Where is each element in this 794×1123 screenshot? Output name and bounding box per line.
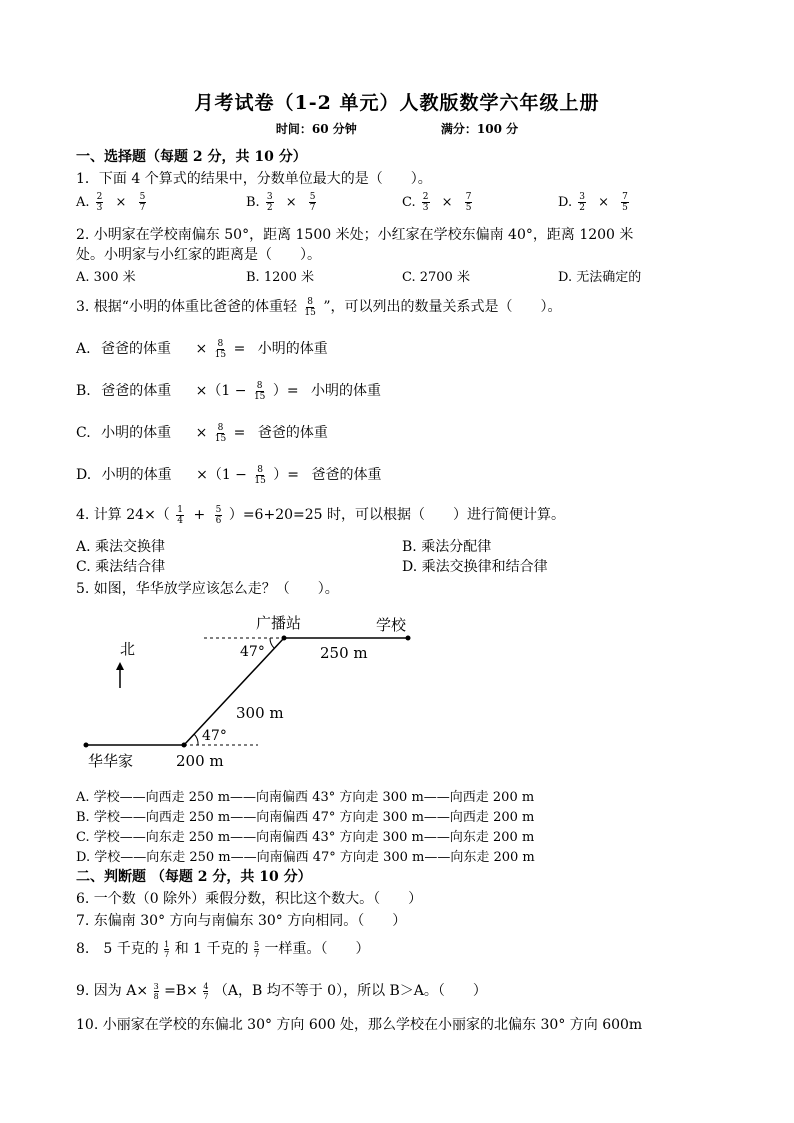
q4-option-c: C. 乘法结合律 — [76, 559, 166, 575]
exam-time: 时间：60 分钟 — [275, 122, 357, 136]
exam-meta — [0, 120, 794, 137]
question-7: 7. 东偏南 30° 方向与南偏东 30° 方向相同。（ ） — [76, 913, 407, 929]
fraction: $\frac{3}{8}$ — [153, 981, 159, 1001]
q5-option-b: B. 学校——向西走 250 m——向南偏西 47° 方向走 300 m——向西走 200 m — [76, 810, 535, 825]
school-point — [406, 636, 411, 641]
angle-arc-bottom — [194, 734, 198, 745]
exam-score: 满分：100 分 — [440, 122, 519, 136]
fraction: $\frac{3}{2}$ — [579, 192, 585, 213]
north-arrowhead-icon — [116, 662, 124, 670]
q2-option-a: A. 300 米 — [76, 270, 136, 285]
question-4: 4. 计算 24×（ $\frac{1}{4}$ + $\frac{5}{6}$ ）=6+20=25 时，可以根据（ ）进行简便计算。 — [76, 504, 566, 526]
question-3: 3. 根据“小明的体重比爸爸的体重轻 $\frac{8}{15}$ ”，可以列出的数量关系式是（ ）。 — [76, 296, 562, 318]
fraction: $\frac{5}{7}$ — [253, 939, 260, 959]
school-label: 学校 — [376, 616, 407, 634]
q1-option-a: A. $\frac{2}{3}$ × $\frac{5}{7}$ — [76, 192, 146, 213]
fraction: $\frac{2}{3}$ — [422, 192, 429, 213]
question-8: 8. 5 千克的 $\frac{1}{7}$ 和 1 千克的 $\frac{5}{7}$ 一样重。（ ） — [76, 939, 370, 959]
fraction: $\frac{8}{15}$ — [214, 338, 227, 360]
fraction: $\frac{4}{7}$ — [203, 981, 209, 1001]
q5-option-d: D. 学校——向东走 250 m——向南偏西 47° 方向走 300 m——向东走 200 m — [76, 850, 535, 865]
angle-bottom-label: 47° — [202, 728, 227, 744]
q1-option-b: B. $\frac{3}{2}$ × $\frac{5}{7}$ — [246, 192, 316, 213]
question-2-line-1: 2. 小明家在学校南偏东 50°，距离 1500 米处；小红家在学校东偏南 40°，距离 1200 米 — [76, 227, 634, 243]
q1-option-c: C. $\frac{2}{3}$ × $\frac{7}{5}$ — [402, 192, 472, 213]
home-label: 华华家 — [88, 752, 134, 770]
question-6: 6. 一个数（0 除外）乘假分数，积比这个数大。（ ） — [76, 891, 423, 907]
q5-option-a: A. 学校——向西走 250 m——向南偏西 43° 方向走 300 m——向西走 200 m — [76, 790, 535, 805]
fraction: $\frac{1}{7}$ — [164, 939, 170, 959]
fraction: $\frac{5}{6}$ — [215, 504, 222, 526]
q4-option-a: A. 乘法交换律 — [76, 539, 166, 555]
q2-option-c: C. 2700 米 — [402, 270, 470, 285]
angle-top-label: 47° — [240, 644, 265, 660]
question-2-line-2: 处。小明家与小红家的距离是（ ）。 — [76, 247, 321, 263]
fraction: $\frac{7}{5}$ — [465, 192, 472, 213]
fraction: $\frac{5}{7}$ — [139, 192, 146, 213]
q4-option-b: B. 乘法分配律 — [402, 539, 492, 555]
fraction: $\frac{7}{5}$ — [622, 192, 628, 213]
q2-option-b: B. 1200 米 — [246, 270, 315, 285]
fraction: $\frac{8}{15}$ — [253, 380, 266, 402]
fraction: $\frac{3}{2}$ — [266, 192, 273, 213]
home-point — [84, 743, 89, 748]
section-1-title: 一、选择题（每题 2 分，共 10 分） — [76, 149, 307, 165]
diagonal-path — [184, 638, 284, 745]
question-9: 9. 因为 A× $\frac{3}{8}$ =B× $\frac{4}{7}$ （A，B 均不等于 0），所以 B＞A。（ ） — [76, 981, 487, 1001]
question-1: 1．下面 4 个算式的结果中，分数单位最大的是（ ）。 — [76, 171, 432, 187]
route-diagram — [76, 606, 436, 776]
station-label: 广播站 — [256, 614, 302, 632]
q3-option-c: C. 小明的体重 × $\frac{8}{15}$ = 爸爸的体重 — [76, 422, 328, 444]
page-title: 月考试卷（1-2 单元）人教版数学六年级上册 — [194, 92, 600, 114]
distance-diagonal-label: 300 m — [236, 704, 284, 722]
angle-arc-top — [270, 638, 274, 648]
q5-option-c: C. 学校——向东走 250 m——向南偏西 43° 方向走 300 m——向东走 200 m — [76, 830, 535, 845]
q3-option-a: A. 爸爸的体重 × $\frac{8}{15}$ = 小明的体重 — [76, 338, 328, 360]
q3-option-b: B. 爸爸的体重 ×（1 − $\frac{8}{15}$ ）= 小明的体重 — [76, 380, 382, 402]
q1-option-d: D. $\frac{3}{2}$ × $\frac{7}{5}$ — [558, 192, 628, 213]
fraction: $\frac{8}{15}$ — [214, 422, 227, 444]
fraction: $\frac{8}{15}$ — [304, 296, 316, 318]
question-5: 5. 如图，华华放学应该怎么走？（ ）。 — [76, 581, 339, 597]
q3-option-d: D. 小明的体重 ×（1 − $\frac{8}{15}$ ）= 爸爸的体重 — [76, 464, 382, 486]
distance-bottom-label: 200 m — [176, 752, 224, 770]
section-2-title: 二、判断题 （每题 2 分，共 10 分） — [76, 869, 312, 885]
question-10: 10. 小丽家在学校的东偏北 30° 方向 600 处，那么学校在小丽家的北偏东 30° 方向 600m — [76, 1017, 643, 1033]
q2-option-d: D. 无法确定的 — [558, 270, 642, 285]
q4-option-d: D. 乘法交换律和结合律 — [402, 559, 548, 575]
fraction: $\frac{8}{15}$ — [254, 464, 266, 486]
fraction: $\frac{5}{7}$ — [309, 192, 316, 213]
fraction: $\frac{1}{4}$ — [177, 504, 183, 526]
fraction: $\frac{2}{3}$ — [96, 192, 103, 213]
distance-top-label: 250 m — [320, 644, 368, 662]
north-label: 北 — [120, 640, 136, 658]
